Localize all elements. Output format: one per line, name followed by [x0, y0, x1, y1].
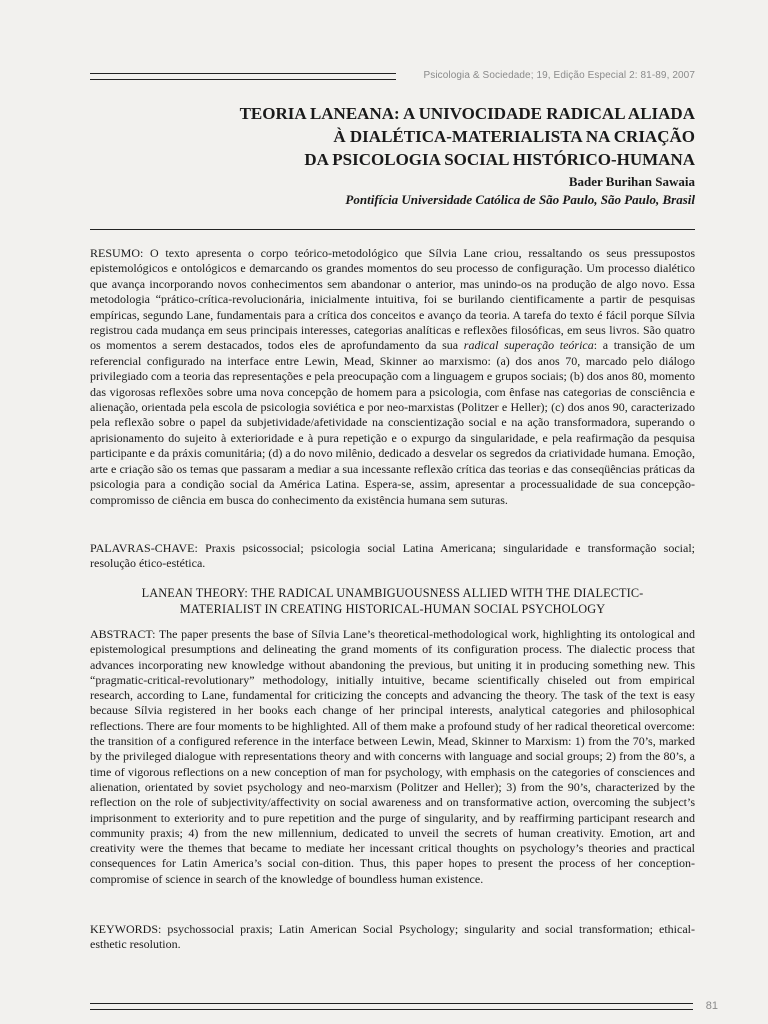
header-rule-lower	[90, 79, 396, 80]
header-rule-upper	[90, 73, 396, 74]
keywords-paragraph	[90, 922, 695, 953]
palavras-chave-text: Praxis psicossocial; psicologia social Latina Americana; singularidade e transformação social; resolução ético-estética.	[90, 541, 695, 571]
title-line: DA PSICOLOGIA SOCIAL HISTÓRICO-HUMANA	[304, 150, 695, 169]
resumo-text-continued: : a transição de um referencial configurado na interface entre Lewin, Mead, Skinner ao marxismo: (a) dos anos 70, marcado pelo diálogo privilegiado com a teoria das representações e pela preocupação com a linguagem e grupos sociais; (b) dos anos 80, momento das vigorosas reflexões sobre uma nova concepção de homem para a psicologia, com ênfase nas categorias de consciência e alienação, orientada pela escola de psicologia soviética e por neo-marxistas (Politzer e Heller); (c) dos anos 90, caracterizado pela reflexão sobre o papel da subjetividade/afetividade na conscientização social e na ação transformadora, superando o aprisionamento do sujeito à exterioridade e à pura repetição e o expurgo da singularidade, e pela reafirmação da pesquisa participante e da práxis comunitária; (d) a do novo milênio, dedicado a desvelar os segredos da criatividade humana. Emoção, arte e criação são os temas que passaram a mediar a sua incessante reflexão crítica das teorias e das conseqüências práticas da psicologia para a condição social da América Latina. Espera-se, assim, apresentar a processualidade de sua concepção-compromisso de ciência em busca do conhecimento da existência humana sem suturas.	[90, 338, 696, 507]
abstract-label: ABSTRACT:	[90, 627, 156, 641]
resumo-emphasis: radical superação teórica	[463, 338, 594, 353]
resumo-paragraph	[90, 246, 695, 508]
title-line: TEORIA LANEANA: A UNIVOCIDADE RADICAL ALIADA	[239, 104, 695, 123]
keywords-text: psychossocial praxis; Latin American Social Psychology; singularity and social transformation; ethical-esthetic resolution.	[90, 922, 695, 952]
resumo-label: RESUMO:	[90, 246, 144, 260]
title-line: À DIALÉTICA-MATERIALISTA NA CRIAÇÃO	[333, 127, 695, 146]
keywords-label: KEYWORDS:	[90, 922, 162, 936]
section-divider	[90, 229, 695, 230]
page-number: 81	[705, 1000, 718, 1012]
english-title-line: LANEAN THEORY: THE RADICAL UNAMBIGUOUSNESS ALLIED WITH THE DIALECTIC-	[141, 586, 644, 600]
footer-rule-lower	[90, 1009, 693, 1010]
palavras-chave-label: PALAVRAS-CHAVE:	[90, 541, 198, 555]
english-title-line: MATERIALIST IN CREATING HISTORICAL-HUMAN SOCIAL PSYCHOLOGY	[179, 602, 606, 616]
article-title	[135, 102, 695, 171]
journal-citation: Psicologia & Sociedade; 19, Edição Especial 2: 81-89, 2007	[423, 70, 695, 81]
author-affiliation: Pontifícia Universidade Católica de São Paulo, São Paulo, Brasil	[345, 192, 695, 207]
english-title	[90, 585, 695, 617]
abstract-text: The paper presents the base of Sílvia Lane’s theoretical-methodological work, highlighting its ontological and epistemological presumptions and delineating the grand moments of its configuration process. The dialectic process that advances incorporating new knowledge without abandoning the previous, but uniting it in producing something new. This “pragmatic-critical-revolutionary” methodology, initially intuitive, became scientifically chiseled out from empirical research, according to Lane, fundamental for criticizing the concepts and advancing the theory. The task of the text is easy because Sílvia registered in her books each change of her principal interests, analytical categories and philosophical reflections. There are four moments to be highlighted. All of them make a profound study of her radical theoretical overcome: the transition of a configured reference in the interface between Lewin, Mead, Skinner to Marxism: 1) from the 70’s, marked by the privileged dialogue with representations theory and with concerns with language and social groups; 2) from the 80’s, a time of vigorous reflections on a new conception of man for psychology, with emphasis on the categories of consciences and alienation, orientated by soviet psychology and neo-marxism (Politzer and Heller); 3) from the 90’s, characterized by the reflection on the role of subjectivity/affectivity on social awareness and on transformative action, overcoming the subject’s imprisonment to exteriority and to pure repetition and the purge of singularity, and by reaffirming participant research and community praxis; 4) from the new millennium, dedicated to unveil the secrets of human creativity. Emotion, art and creativity were the themes that became to mediate her incessant critical thoughts on psychology’s theories and practical consequences for Latin America’s social con-dition. Thus, this paper hopes to present the process of her conception-compromise of science in search of the knowledge of boundless human existence.	[90, 627, 695, 886]
footer-rule-upper	[90, 1003, 693, 1004]
author-name: Bader Burihan Sawaia	[568, 174, 695, 189]
abstract-paragraph	[90, 627, 695, 887]
palavras-chave-paragraph	[90, 541, 695, 572]
resumo-text: O texto apresenta o corpo teórico-metodológico que Sílvia Lane criou, ressaltando os seus pressupostos epistemológicos e ontológicos e demarcando os grandes momentos do seu processo de configuração. Um processo dialético que avança incorporando novos conhecimentos sem abandonar o anterior, mas unindo-os na produção de algo novo. Essa metodologia “prático-crítica-revolucionária, inicialmente intuitiva, foi se burilando cientificamente a partir de pesquisas empíricas, segundo Lane, fundamentais para a crítica dos conceitos e avanço da teoria. A tarefa do texto é fácil porque Sílvia registrou cada mudança em seus principais interesses, categorias analíticas e reflexões filosóficas, em seus livros. São quatro os momentos a serem destacados, todos eles de aprofundamento da sua	[90, 246, 695, 353]
